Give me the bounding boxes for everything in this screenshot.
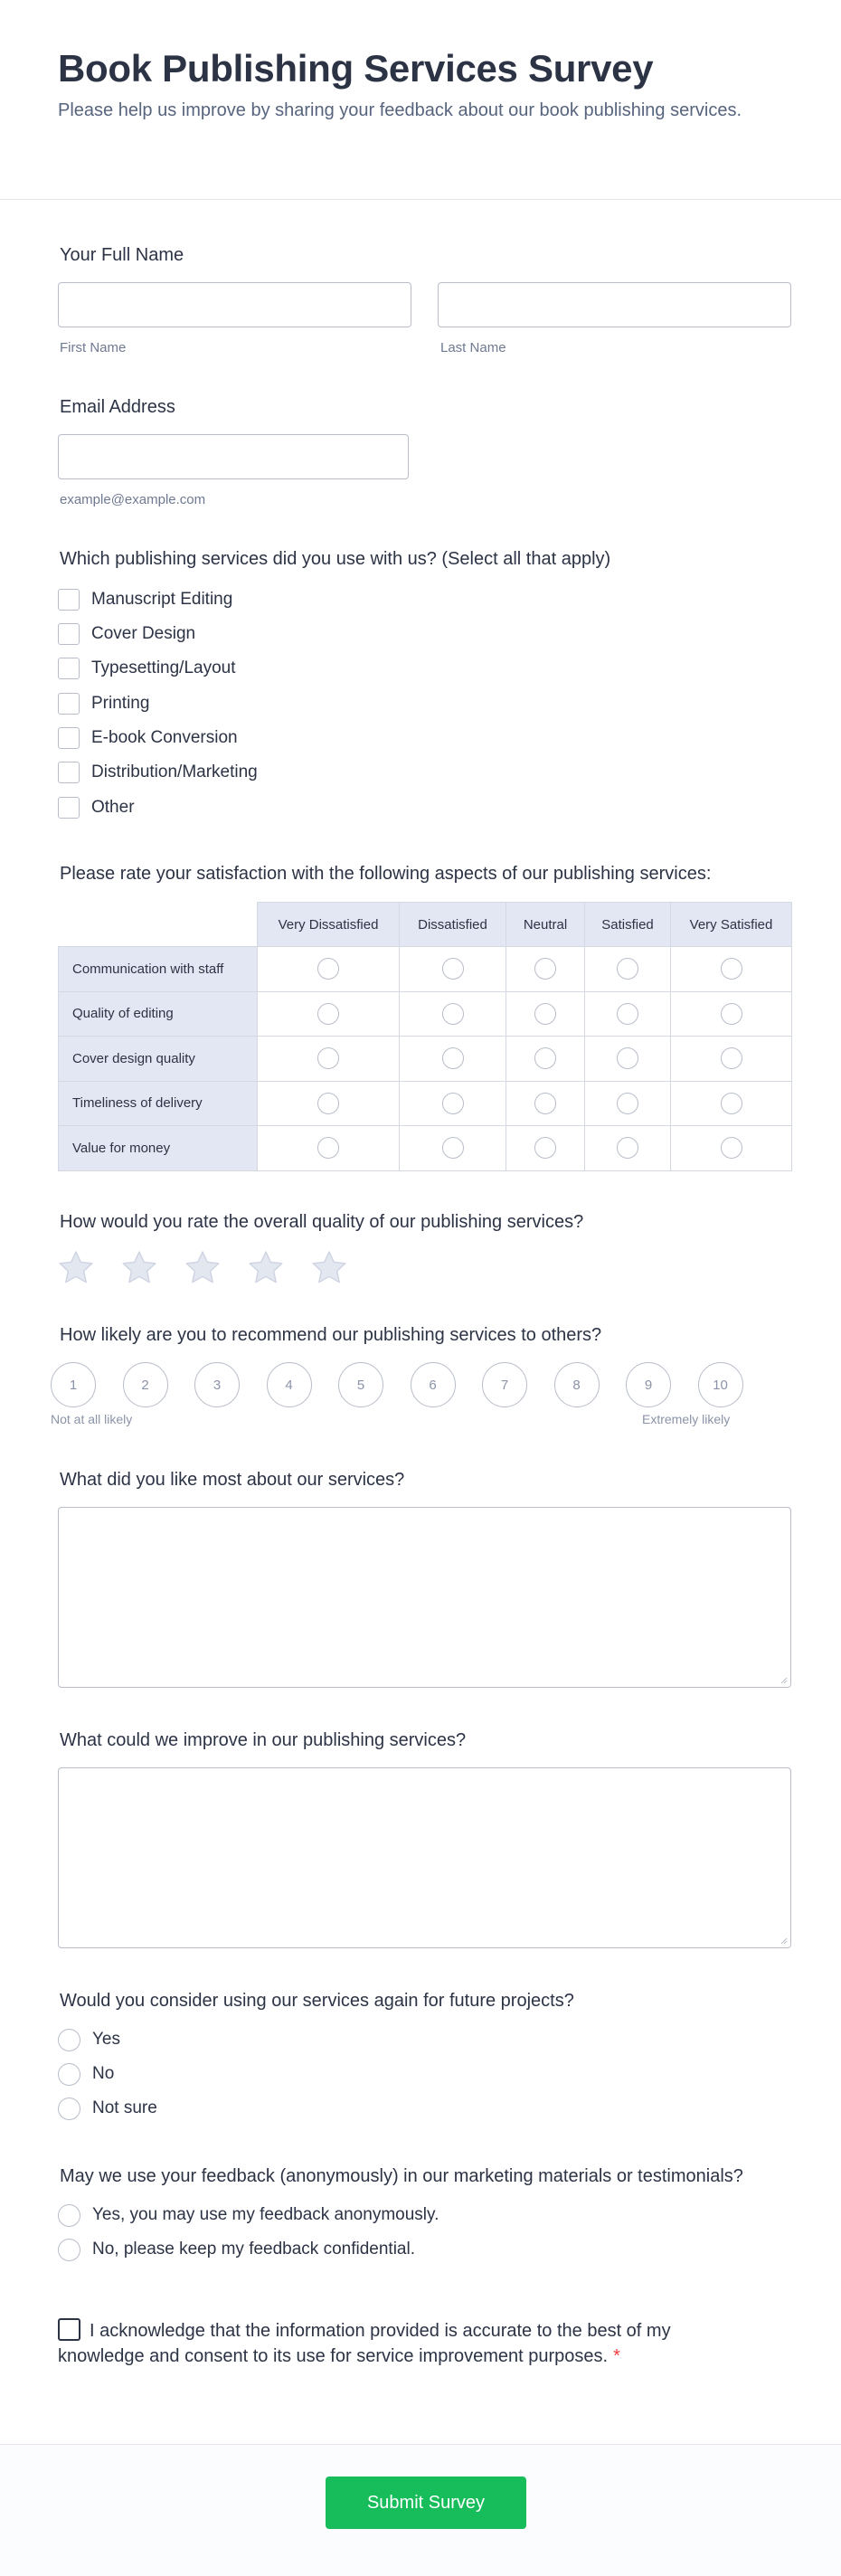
checkbox[interactable] [58,589,80,611]
matrix-radio[interactable] [617,958,638,980]
acknowledge-text: I acknowledge that the information provided is accurate to the best of my knowledge and consent to its use for service improvement purposes. [58,2321,671,2366]
checkbox-label: Cover Design [91,624,196,643]
matrix-radio[interactable] [617,1047,638,1069]
star-rating [56,1248,373,1288]
matrix-row-label: Communication with staff [59,947,258,992]
radio-label: Yes, you may use my feedback anonymously. [92,2205,439,2224]
satisfaction-matrix [58,902,792,1171]
matrix-radio[interactable] [721,1137,742,1159]
nps-label: How likely are you to recommend our publishing services to others? [60,1325,602,1345]
matrix-radio[interactable] [442,1093,464,1114]
matrix-radio[interactable] [617,1093,638,1114]
testimonial-label: May we use your feedback (anonymously) in our marketing materials or testimonials? [60,2166,743,2186]
radio-option[interactable] [58,2028,120,2051]
matrix-row [59,991,792,1037]
matrix-radio[interactable] [442,1047,464,1069]
nps-option[interactable]: 4 [267,1362,312,1407]
matrix-column-header: Very Satisfied [671,903,792,947]
matrix-label: Please rate your satisfaction with the following aspects of our publishing services: [60,864,712,884]
matrix-radio[interactable] [721,958,742,980]
matrix-radio[interactable] [721,1093,742,1114]
nps-option[interactable]: 8 [554,1362,600,1407]
matrix-column-header: Dissatisfied [400,903,506,947]
checkbox-option[interactable] [58,657,236,680]
matrix-radio[interactable] [442,1137,464,1159]
matrix-radio[interactable] [534,1093,556,1114]
matrix-row [59,1126,792,1171]
resize-grip-icon[interactable] [779,1936,788,1945]
liked-label: What did you like most about our services? [60,1470,405,1490]
matrix-radio[interactable] [534,958,556,980]
radio-label: Not sure [92,2098,157,2117]
star-icon[interactable] [309,1248,349,1288]
matrix-radio[interactable] [534,1003,556,1025]
matrix-row-label: Timeliness of delivery [59,1081,258,1126]
radio[interactable] [58,2204,80,2227]
radio-option[interactable] [58,2238,415,2261]
improve-label: What could we improve in our publishing services? [60,1730,467,1750]
checkbox-option[interactable] [58,761,258,784]
checkbox-option[interactable] [58,796,135,819]
checkbox-option[interactable] [58,588,232,611]
matrix-row [59,1081,792,1126]
first-name-sublabel: First Name [60,340,127,355]
email-sublabel: example@example.com [60,492,206,507]
radio-label: No [92,2064,115,2083]
star-icon[interactable] [56,1248,96,1288]
page-subtitle: Please help us improve by sharing your feedback about our book publishing services. [58,100,742,120]
email-input[interactable] [58,434,409,479]
nps-option[interactable]: 6 [411,1362,456,1407]
required-marker: * [613,2346,620,2366]
matrix-radio[interactable] [617,1003,638,1025]
matrix-column-header: Satisfied [585,903,671,947]
matrix-column-header: Very Dissatisfied [258,903,400,947]
matrix-row [59,947,792,992]
checkbox[interactable] [58,623,80,645]
improve-textarea[interactable] [58,1767,791,1948]
radio-label: No, please keep my feedback confidential. [92,2240,415,2259]
matrix-corner [59,903,258,947]
resize-grip-icon[interactable] [779,1675,788,1684]
checkbox[interactable] [58,658,80,679]
checkbox-label: Other [91,798,135,817]
full-name-label: Your Full Name [60,245,184,265]
star-icon[interactable] [119,1248,159,1288]
matrix-radio[interactable] [317,1047,339,1069]
matrix-radio[interactable] [721,1047,742,1069]
matrix-radio[interactable] [317,1093,339,1114]
checkbox-label: E-book Conversion [91,728,238,747]
matrix-radio[interactable] [317,1137,339,1159]
checkbox-label: Manuscript Editing [91,590,233,609]
nps-option[interactable]: 3 [194,1362,240,1407]
first-name-input[interactable] [58,282,411,327]
nps-option[interactable]: 2 [123,1362,168,1407]
matrix-radio[interactable] [317,958,339,980]
checkbox[interactable] [58,797,80,819]
star-icon[interactable] [246,1248,286,1288]
matrix-radio[interactable] [534,1137,556,1159]
star-icon[interactable] [183,1248,222,1288]
last-name-sublabel: Last Name [440,340,506,355]
services-label: Which publishing services did you use with us? (Select all that apply) [60,549,611,569]
matrix-row [59,1037,792,1082]
checkbox-label: Distribution/Marketing [91,762,258,781]
reuse-label: Would you consider using our services again for future projects? [60,1991,574,2011]
matrix-radio[interactable] [442,958,464,980]
checkbox[interactable] [58,727,80,749]
checkbox[interactable] [58,762,80,783]
form-header [0,0,841,200]
matrix-row-label: Cover design quality [59,1037,258,1082]
matrix-radio[interactable] [442,1003,464,1025]
submit-button[interactable]: Submit Survey [326,2477,526,2529]
rating-label: How would you rate the overall quality of our publishing services? [60,1212,584,1232]
radio[interactable] [58,2029,80,2051]
checkbox-option[interactable] [58,692,149,715]
radio-label: Yes [92,2030,120,2049]
email-label: Email Address [60,397,175,417]
nps-low-label: Not at all likely [51,1412,133,1426]
matrix-row-label: Quality of editing [59,991,258,1037]
nps-option[interactable]: 5 [338,1362,383,1407]
radio[interactable] [58,2098,80,2120]
checkbox[interactable] [58,693,80,715]
acknowledge-field [58,2318,709,2369]
nps-option[interactable]: 9 [626,1362,671,1407]
matrix-column-header: Neutral [506,903,585,947]
acknowledge-checkbox[interactable] [58,2318,80,2341]
nps-option[interactable]: 10 [698,1362,743,1407]
matrix-row-label: Value for money [59,1126,258,1171]
checkbox-option[interactable] [58,622,195,646]
last-name-input[interactable] [438,282,791,327]
nps-option[interactable]: 1 [51,1362,96,1407]
radio-option[interactable] [58,2062,114,2086]
nps-scale [51,1362,770,1407]
matrix-radio[interactable] [617,1137,638,1159]
nps-option[interactable]: 7 [482,1362,527,1407]
page-title: Book Publishing Services Survey [58,47,654,90]
radio-option[interactable] [58,2203,439,2227]
nps-high-label: Extremely likely [642,1412,731,1426]
radio-option[interactable] [58,2097,157,2120]
radio[interactable] [58,2063,80,2086]
radio[interactable] [58,2239,80,2261]
matrix-radio[interactable] [534,1047,556,1069]
checkbox-option[interactable] [58,726,238,750]
checkbox-label: Typesetting/Layout [91,658,236,677]
matrix-radio[interactable] [317,1003,339,1025]
matrix-radio[interactable] [721,1003,742,1025]
liked-textarea[interactable] [58,1507,791,1688]
checkbox-label: Printing [91,694,150,713]
